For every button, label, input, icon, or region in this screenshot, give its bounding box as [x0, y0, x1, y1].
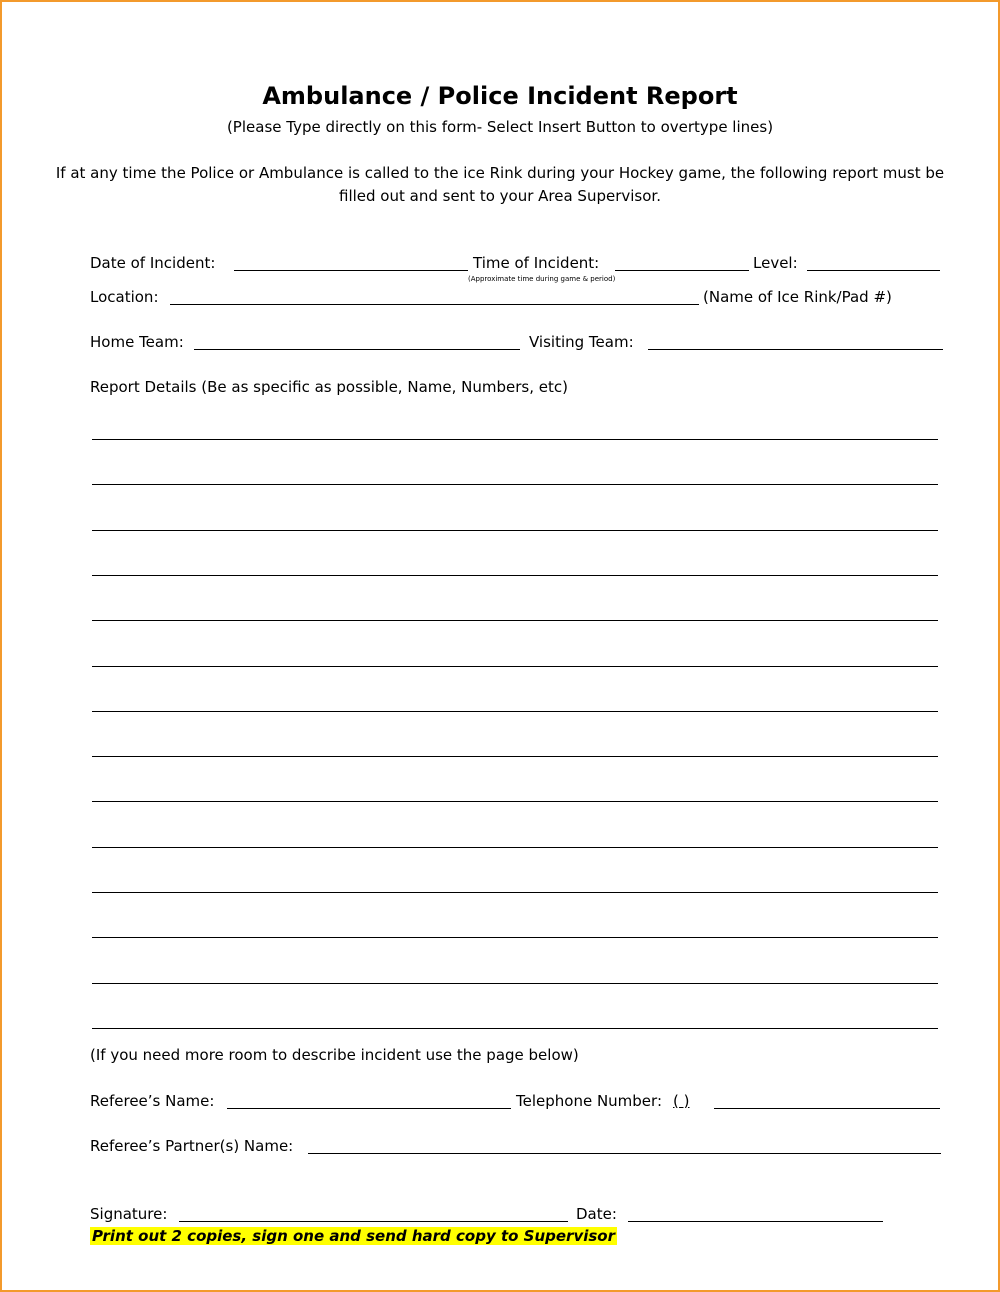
telephone-number-field[interactable] — [714, 1108, 940, 1109]
date-of-incident-label: Date of Incident: — [90, 254, 216, 272]
report-details-line[interactable] — [92, 530, 938, 531]
report-details-line[interactable] — [92, 892, 938, 893]
location-field[interactable] — [170, 304, 699, 305]
report-details-line[interactable] — [92, 620, 938, 621]
level-field[interactable] — [807, 270, 940, 271]
referee-name-label: Referee’s Name: — [90, 1092, 215, 1110]
report-details-line[interactable] — [92, 937, 938, 938]
report-details-line[interactable] — [92, 756, 938, 757]
report-details-line[interactable] — [92, 801, 938, 802]
telephone-number-label: Telephone Number: — [516, 1092, 662, 1110]
location-label: Location: — [90, 288, 159, 306]
telephone-area-code: ( ) — [673, 1092, 690, 1110]
form-subtitle: (Please Type directly on this form- Select Insert Button to overtype lines) — [226, 118, 774, 136]
report-details-line[interactable] — [92, 983, 938, 984]
date-label: Date: — [576, 1205, 617, 1223]
report-details-line[interactable] — [92, 484, 938, 485]
more-room-note: (If you need more room to describe incident use the page below) — [90, 1046, 579, 1064]
time-of-incident-label: Time of Incident: — [473, 254, 600, 272]
form-title: Ambulance / Police Incident Report — [262, 82, 738, 110]
signature-field[interactable] — [179, 1221, 568, 1222]
signature-label: Signature: — [90, 1205, 168, 1223]
level-label: Level: — [753, 254, 798, 272]
report-details-line[interactable] — [92, 575, 938, 576]
home-team-label: Home Team: — [90, 333, 184, 351]
form-intro: If at any time the Police or Ambulance is called to the ice Rink during your Hockey game, the following report must be filled out and sent to your Area Supervisor. — [55, 164, 945, 205]
report-details-line[interactable] — [92, 847, 938, 848]
referee-name-field[interactable] — [227, 1108, 511, 1109]
visiting-team-label: Visiting Team: — [529, 333, 634, 351]
time-hint: (Approximate time during game & period) — [468, 275, 616, 283]
location-suffix: (Name of Ice Rink/Pad #) — [703, 288, 892, 306]
report-details-line[interactable] — [92, 711, 938, 712]
report-details-label: Report Details (Be as specific as possible, Name, Numbers, etc) — [90, 378, 568, 396]
report-details-line[interactable] — [92, 439, 938, 440]
date-field[interactable] — [628, 1221, 883, 1222]
report-details-line[interactable] — [92, 666, 938, 667]
referee-partner-field[interactable] — [308, 1153, 941, 1154]
home-team-field[interactable] — [194, 349, 520, 350]
report-details-line[interactable] — [92, 1028, 938, 1029]
visiting-team-field[interactable] — [648, 349, 943, 350]
date-of-incident-field[interactable] — [234, 270, 468, 271]
footer-note: Print out 2 copies, sign one and send hard copy to Supervisor — [92, 1227, 615, 1245]
referee-partner-label: Referee’s Partner(s) Name: — [90, 1137, 294, 1155]
time-of-incident-field[interactable] — [615, 270, 749, 271]
